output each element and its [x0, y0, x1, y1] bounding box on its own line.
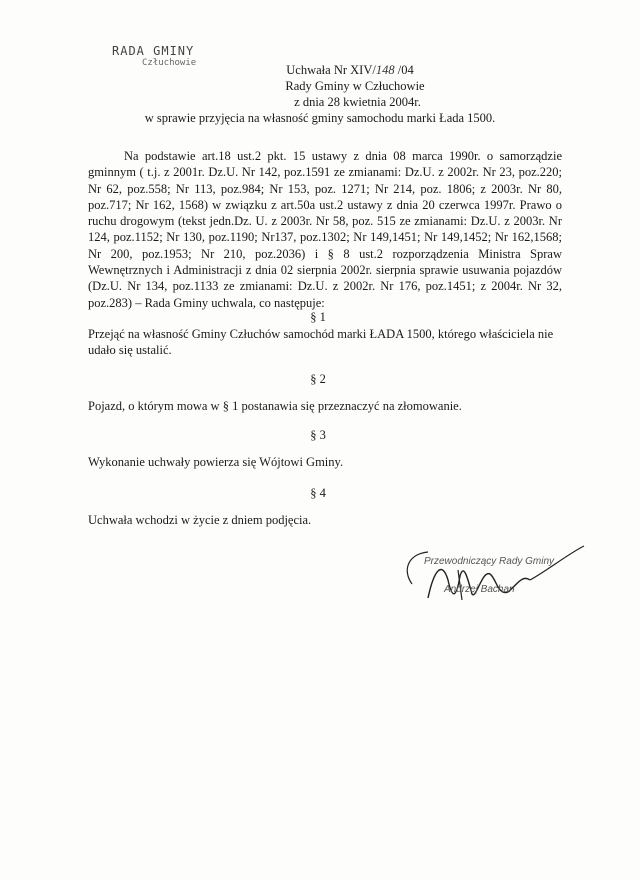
section-mark-3: § 3 [310, 428, 326, 442]
handwritten-number: 148 [375, 63, 395, 77]
council-name: Rady Gminy w Człuchowie [285, 79, 425, 93]
signature-title: Przewodniczący Rady Gminy [424, 556, 555, 567]
section-mark-4: § 4 [310, 486, 326, 500]
section-text-3: Wykonanie uchwały powierza się Wójtowi Gminy. [88, 455, 344, 469]
resolution-date: z dnia 28 kwietnia 2004r. [294, 95, 421, 109]
section-mark-2: § 2 [310, 372, 326, 386]
preamble-paragraph: Na podstawie art.18 ust.2 pkt. 15 ustawy z dnia 08 marca 1990r. o samorządzie gminnym ( t.j. z 2001r. Dz.U. Nr 142, poz.1591 ze zmianami: Dz.U. z 2002r. Nr 23, poz.220; Nr 62, poz.558; Nr 113, poz.984; Nr 153, poz. 1271; Nr 214, poz. 1806; z 2003r. Nr 80, poz.717; Nr 162, 1568) w związku z art.50a ust.2 ustawy z dnia 20 czerwca 1997r. Prawo o ruchu drogowym (tekst jedn.Dz. U. z 2003r. Nr 58, poz. 515 ze zmianami: Dz.U. z 2003r. Nr 124, poz.1152; Nr 130, poz.1190; Nr137, poz.1302; Nr 149,1451; Nr 149,1452; Nr 162,1568; Nr 200, poz.1953; Nr 210, poz.2036) i § 8 ust.2 rozporządzenia Ministra Spraw Wewnętrznych i Administracji z dnia 02 sierpnia 2002r. sierpnia sprawie usuwania pojazdów (Dz.U. Nr 134, poz.1133 ze zmianami: Dz.U. z 2002r. Nr 176, poz.1451; z 2004r. Nr 32, poz.283) – Rada Gminy uchwala, co następuje: [88, 149, 562, 310]
section-text-4: Uchwała wchodzi w życie z dniem podjęcia. [88, 513, 312, 527]
title-prefix: Uchwała Nr XIV/ [286, 63, 376, 77]
stamp-line-1: RADA GMINY [112, 44, 195, 58]
section-mark-1: § 1 [310, 310, 326, 324]
handwritten-signature-icon [398, 540, 598, 620]
resolution-subject: w sprawie przyjęcia na własność gminy samochodu marki Łada 1500. [144, 111, 496, 125]
resolution-header [0, 62, 640, 126]
signature-block [398, 540, 598, 620]
preamble-block [88, 148, 562, 311]
section-text-1: Przejąć na własność Gminy Człuchów samochód marki ŁADA 1500, którego właściciela nie udało się ustalić. [88, 327, 554, 358]
section-text-2: Pojazd, o którym mowa w § 1 postanawia się przeznaczyć na złomowanie. [88, 399, 462, 413]
resolution-title [60, 62, 640, 78]
stamp-line-2: Człuchowie [142, 58, 197, 68]
signature-name: Andrzej Bachan [444, 584, 515, 595]
title-suffix: /04 [394, 63, 414, 77]
